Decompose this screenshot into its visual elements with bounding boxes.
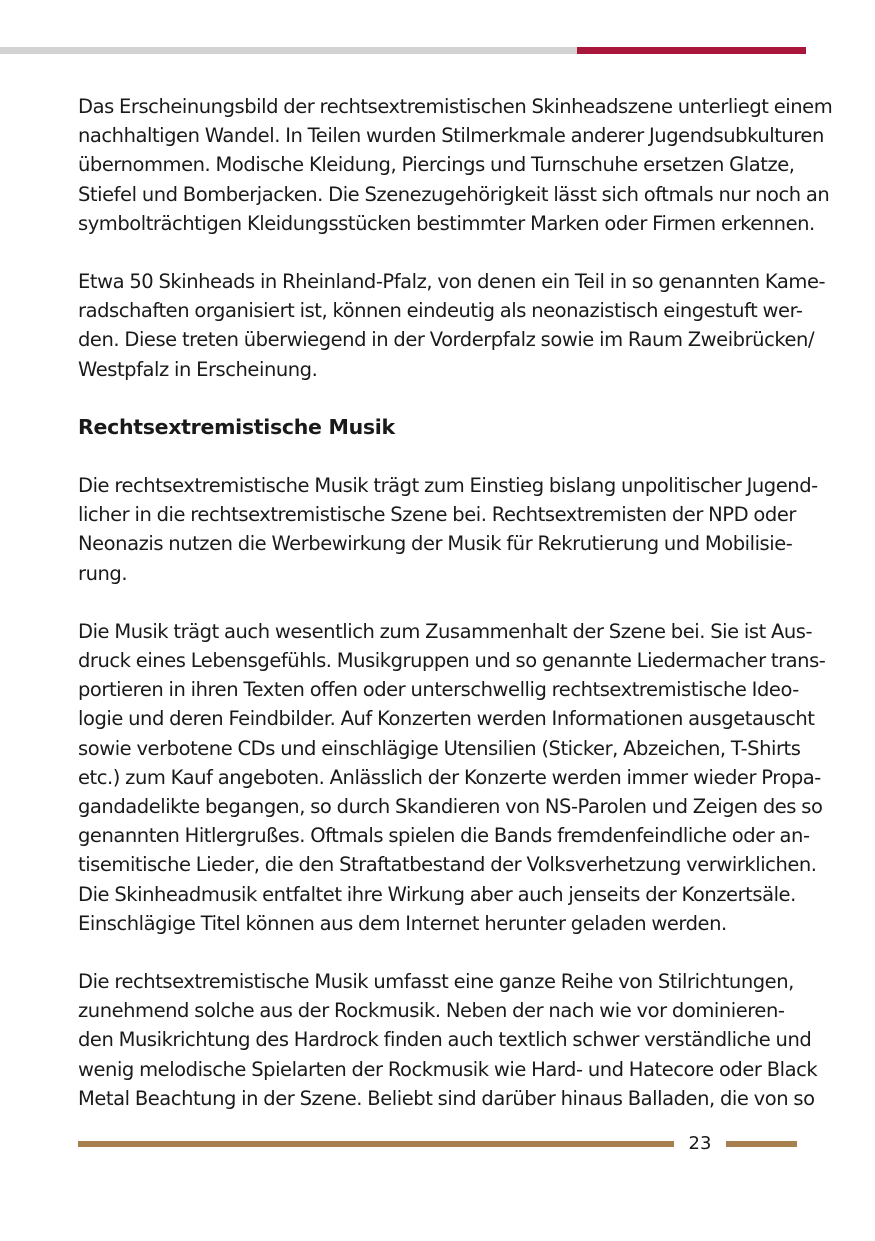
- text-line: etc.) zum Kauf angeboten. Anlässlich der Konzerte werden immer wieder Propa-: [78, 765, 821, 789]
- top-rule-gray: [0, 47, 577, 54]
- text-line: wenig melodische Spielarten der Rockmusik wie Hard- und Hatecore oder Black: [78, 1057, 818, 1081]
- text-line: Neonazis nutzen die Werbewirkung der Musik für Rekrutierung und Mobilisie-: [78, 532, 793, 556]
- text-line: logie und deren Feindbilder. Auf Konzerten werden Informationen ausgetauscht: [78, 707, 815, 731]
- text-line: Stiefel und Bomberjacken. Die Szenezugehörigkeit lässt sich oftmals nur noch an: [78, 182, 830, 206]
- text-line: radschaften organisiert ist, können eindeutig als neonazistisch eingestuft wer-: [78, 299, 803, 323]
- text-line: rung.: [78, 561, 128, 585]
- text-line: licher in die rechtsextremistische Szene bei. Rechtsextremisten der NPD oder: [78, 503, 796, 527]
- paragraph-skinhead-count: [78, 267, 826, 384]
- text-line: Die Musik trägt auch wesentlich zum Zusammenhalt der Szene bei. Sie ist Aus-: [78, 619, 813, 643]
- paragraph-music-entry: [78, 471, 818, 588]
- top-rule-accent: [577, 47, 806, 54]
- text-line: Einschlägige Titel können aus dem Internet herunter geladen werden.: [78, 911, 727, 935]
- text-line: Metal Beachtung in der Szene. Beliebt sind darüber hinaus Balladen, die von so: [78, 1086, 815, 1110]
- text-line: Etwa 50 Skinheads in Rheinland-Pfalz, von denen ein Teil in so genannten Kame-: [78, 270, 826, 294]
- text-line: portieren in ihren Texten offen oder unterschwellig rechtsextremistische Ideo-: [78, 678, 799, 702]
- text-line: den Musikrichtung des Hardrock finden auch textlich schwer verständliche und: [78, 1028, 812, 1052]
- text-line: genannten Hitlergrußes. Oftmals spielen die Bands fremdenfeindliche oder an-: [78, 824, 810, 848]
- paragraph-skinhead-appearance: [78, 92, 833, 238]
- text-line: druck eines Lebensgefühls. Musikgruppen und so genannte Liedermacher trans-: [78, 649, 826, 673]
- text-line: Westpfalz in Erscheinung.: [78, 357, 318, 381]
- text-line: Das Erscheinungsbild der rechtsextremistischen Skinheadszene unterliegt einem: [78, 95, 833, 118]
- page-body: [78, 92, 833, 1113]
- text-line: Die rechtsextremistische Musik umfasst eine ganze Reihe von Stilrichtungen,: [78, 970, 794, 994]
- text-line: symbolträchtigen Kleidungsstücken bestimmter Marken oder Firmen erkennen.: [78, 211, 815, 235]
- text-line: gandadelikte begangen, so durch Skandieren von NS-Parolen und Zeigen des so: [78, 795, 823, 819]
- text-line: Die rechtsextremistische Musik trägt zum Einstieg bislang unpolitischer Jugend-: [78, 474, 818, 498]
- text-line: nachhaltigen Wandel. In Teilen wurden Stilmerkmale anderer Jugendsubkulturen: [78, 124, 824, 148]
- section-heading: Rechtsextremistische Musik: [78, 414, 395, 439]
- text-line: den. Diese treten überwiegend in der Vorderpfalz sowie im Raum Zweibrücken/: [78, 328, 815, 352]
- footer-rule-left: [78, 1141, 674, 1147]
- text-line: tisemitische Lieder, die den Straftatbestand der Volksverhetzung verwirklichen.: [78, 853, 817, 877]
- text-line: sowie verbotene CDs und einschlägige Utensilien (Sticker, Abzeichen, T-Shirts: [78, 736, 801, 760]
- text-line: zunehmend solche aus der Rockmusik. Neben der nach wie vor dominieren-: [78, 999, 785, 1023]
- text-line: Die Skinheadmusik entfaltet ihre Wirkung aber auch jenseits der Konzertsäle.: [78, 882, 796, 906]
- paragraph-music-cohesion: [78, 617, 826, 938]
- paragraph-music-styles: [78, 967, 818, 1113]
- text-line: übernommen. Modische Kleidung, Piercings und Turnschuhe ersetzen Glatze,: [78, 153, 795, 177]
- page-number: 23: [688, 1133, 712, 1154]
- footer-rule-right: [726, 1141, 797, 1147]
